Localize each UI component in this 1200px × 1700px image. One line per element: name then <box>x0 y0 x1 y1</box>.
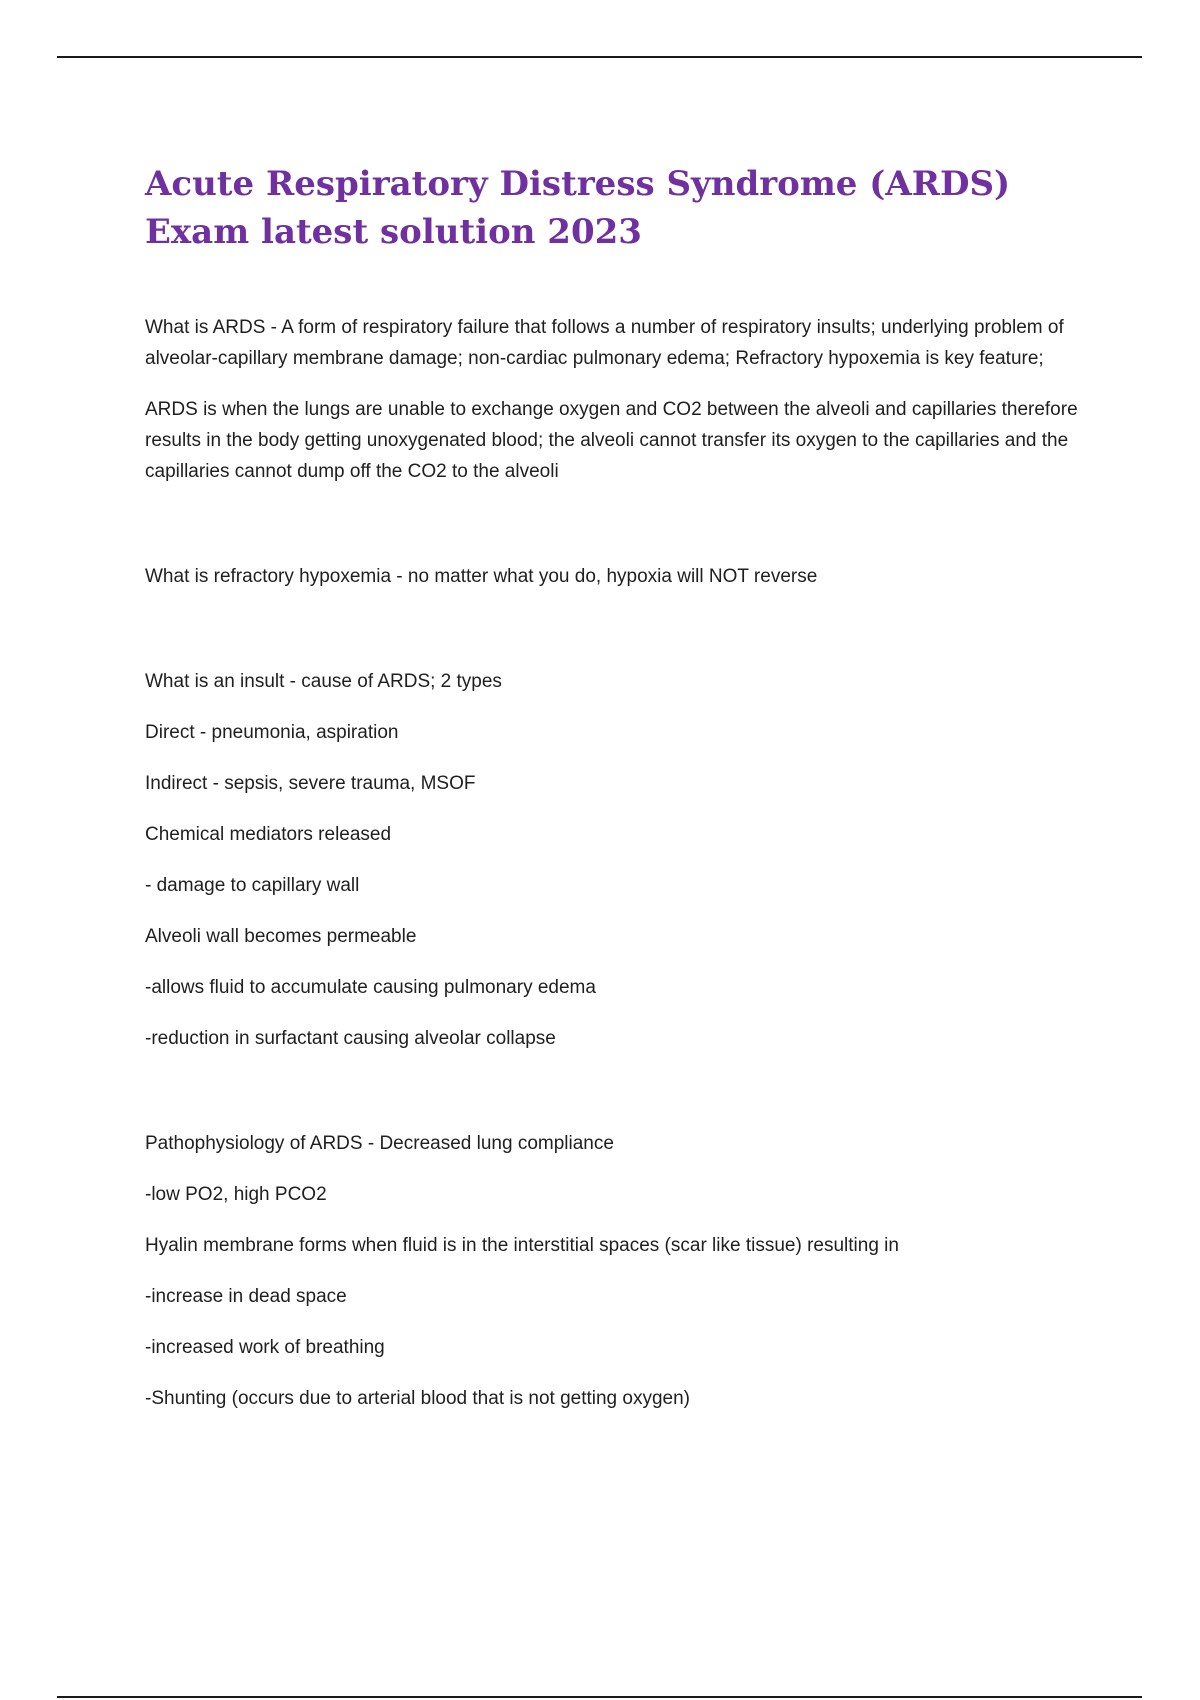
pathophysiology-line: Hyalin membrane forms when fluid is in the interstitial spaces (scar like tissue) resulting in <box>145 1235 899 1256</box>
bottom-rule <box>57 1696 1142 1698</box>
insult-line: -reduction in surfactant causing alveolar collapse <box>145 1028 556 1049</box>
insult-line: Chemical mediators released <box>145 824 392 845</box>
pathophysiology-line: -Shunting (occurs due to arterial blood that is not getting oxygen) <box>145 1388 690 1409</box>
pathophysiology-line: -increased work of breathing <box>145 1337 385 1358</box>
pathophysiology-section <box>145 1128 1085 1414</box>
insult-line: -allows fluid to accumulate causing pulmonary edema <box>145 977 596 998</box>
pathophysiology-line: Pathophysiology of ARDS - Decreased lung compliance <box>145 1133 614 1154</box>
top-rule <box>57 56 1142 58</box>
document-title: Acute Respiratory Distress Syndrome (ARDS) Exam latest solution 2023 <box>145 164 1011 252</box>
insult-line: Indirect - sepsis, severe trauma, MSOF <box>145 773 476 794</box>
pathophysiology-line: -increase in dead space <box>145 1286 347 1307</box>
paragraph-what-is-ards: What is ARDS - A form of respiratory failure that follows a number of respiratory insults; underlying problem of alveolar-capillary membrane damage; non-cardiac pulmonary edema; Refractory hypoxemia is key feature; <box>145 317 1064 369</box>
paragraph-refractory-hypoxemia: What is refractory hypoxemia - no matter what you do, hypoxia will NOT reverse <box>145 566 818 587</box>
insult-line: Direct - pneumonia, aspiration <box>145 722 399 743</box>
insult-line: What is an insult - cause of ARDS; 2 types <box>145 671 502 692</box>
document-body <box>145 312 1085 1414</box>
insult-line: - damage to capillary wall <box>145 875 360 896</box>
insult-line: Alveoli wall becomes permeable <box>145 926 417 947</box>
paragraph-ards-explained: ARDS is when the lungs are unable to exchange oxygen and CO2 between the alveoli and capillaries therefore results in the body getting unoxygenated blood; the alveoli cannot transfer its oxygen to the capillaries and the capillaries cannot dump off the CO2 to the alveoli <box>145 399 1078 482</box>
insult-section <box>145 666 1085 1054</box>
pathophysiology-line: -low PO2, high PCO2 <box>145 1184 327 1205</box>
